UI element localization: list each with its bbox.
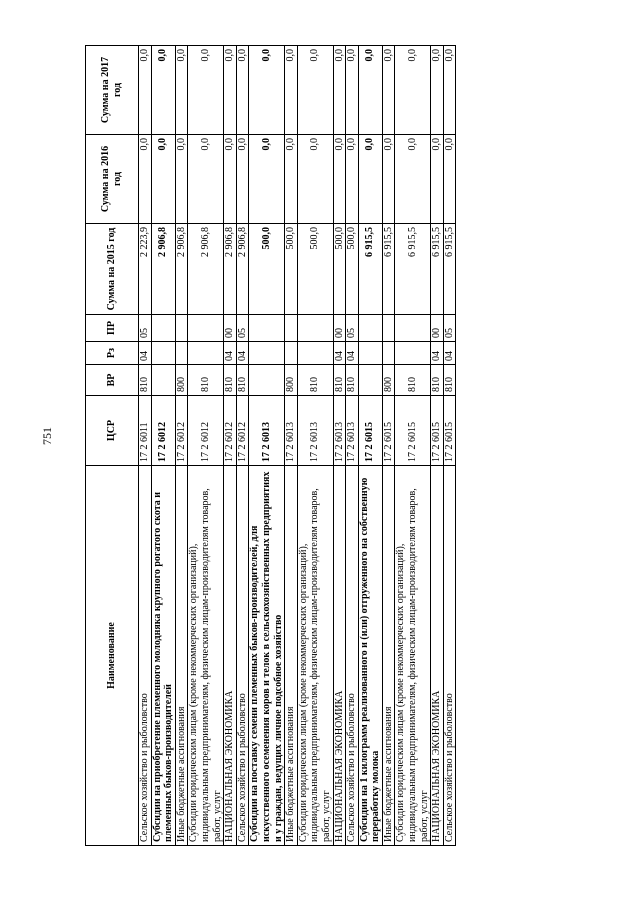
row-sum-2017: 0,0 <box>297 46 333 135</box>
budget-table <box>85 45 456 846</box>
table-row <box>346 46 359 846</box>
row-pr: 00 <box>431 315 444 342</box>
row-rz <box>285 342 298 365</box>
row-pr: 00 <box>224 315 237 342</box>
row-vr <box>151 365 175 396</box>
row-sum-2017: 0,0 <box>395 46 431 135</box>
row-rz: 04 <box>224 342 237 365</box>
row-sum-2015: 500,0 <box>346 224 359 315</box>
table-row <box>285 46 298 846</box>
row-csr: 17 2 6013 <box>333 396 346 466</box>
row-sum-2015: 500,0 <box>333 224 346 315</box>
page-number: 751 <box>40 427 54 445</box>
row-sum-2016: 0,0 <box>358 135 382 224</box>
header-sum-2017: Сумма на 2017 год <box>86 46 139 135</box>
table-row <box>358 46 382 846</box>
row-vr: 810 <box>188 365 224 396</box>
row-name: Субсидии юридическим лицам (кроме некоммерческих организаций), индивидуальным предпринимателям, физическим лицам-производителям товаров, работ, услуг <box>395 466 431 846</box>
row-pr <box>175 315 188 342</box>
row-vr: 810 <box>395 365 431 396</box>
row-name: Иные бюджетные ассигнования <box>285 466 298 846</box>
row-pr: 05 <box>346 315 359 342</box>
table-row <box>443 46 456 846</box>
row-sum-2017: 0,0 <box>346 46 359 135</box>
row-pr <box>151 315 175 342</box>
row-sum-2016: 0,0 <box>346 135 359 224</box>
row-name: НАЦИОНАЛЬНАЯ ЭКОНОМИКА <box>333 466 346 846</box>
row-name: Сельское хозяйство и рыболовство <box>236 466 249 846</box>
row-pr: 05 <box>443 315 456 342</box>
row-rz <box>188 342 224 365</box>
row-sum-2017: 0,0 <box>188 46 224 135</box>
table-row <box>249 46 285 846</box>
row-csr: 17 2 6011 <box>139 396 152 466</box>
row-csr: 17 2 6015 <box>395 396 431 466</box>
row-vr: 810 <box>333 365 346 396</box>
row-name: Субсидии на приобретение племенного молодняка крупного рогатого скота и племенных быков-производителей <box>151 466 175 846</box>
row-rz <box>382 342 395 365</box>
header-vr: ВР <box>86 365 139 396</box>
row-csr: 17 2 6012 <box>175 396 188 466</box>
row-csr: 17 2 6015 <box>358 396 382 466</box>
row-sum-2017: 0,0 <box>358 46 382 135</box>
table-row <box>297 46 333 846</box>
row-csr: 17 2 6015 <box>382 396 395 466</box>
row-sum-2015: 6 915,5 <box>395 224 431 315</box>
table-row <box>224 46 237 846</box>
row-rz <box>151 342 175 365</box>
row-name: Субсидии юридическим лицам (кроме некоммерческих организаций), индивидуальным предпринимателям, физическим лицам-производителям товаров, работ, услуг <box>297 466 333 846</box>
row-vr: 800 <box>285 365 298 396</box>
row-rz <box>395 342 431 365</box>
row-sum-2015: 500,0 <box>297 224 333 315</box>
row-name: Иные бюджетные ассигнования <box>382 466 395 846</box>
row-name: НАЦИОНАЛЬНАЯ ЭКОНОМИКА <box>431 466 444 846</box>
row-sum-2017: 0,0 <box>431 46 444 135</box>
row-rz <box>175 342 188 365</box>
table-row <box>236 46 249 846</box>
row-vr: 810 <box>236 365 249 396</box>
row-vr <box>249 365 285 396</box>
header-pr: ПР <box>86 315 139 342</box>
row-sum-2016: 0,0 <box>188 135 224 224</box>
row-sum-2016: 0,0 <box>395 135 431 224</box>
row-csr: 17 2 6015 <box>443 396 456 466</box>
row-pr: 05 <box>139 315 152 342</box>
row-sum-2017: 0,0 <box>382 46 395 135</box>
row-csr: 17 2 6013 <box>346 396 359 466</box>
table-row <box>139 46 152 846</box>
row-sum-2015: 2 906,8 <box>224 224 237 315</box>
row-pr <box>395 315 431 342</box>
header-csr: ЦСР <box>86 396 139 466</box>
row-rz: 04 <box>139 342 152 365</box>
row-rz <box>358 342 382 365</box>
row-sum-2016: 0,0 <box>297 135 333 224</box>
table-row <box>333 46 346 846</box>
row-pr <box>297 315 333 342</box>
table-row <box>431 46 444 846</box>
row-pr <box>188 315 224 342</box>
row-name: Субсидии юридическим лицам (кроме некоммерческих организаций), индивидуальным предпринимателям, физическим лицам-производителям товаров, работ, услуг <box>188 466 224 846</box>
header-sum-2015: Сумма на 2015 год <box>86 224 139 315</box>
row-name: Субсидии на поставку семени племенных быков-производителей, для искусственного осеменения коров и телок в сельскохозяйственных предприятиях и у граждан, ведущих личное подсобное хозяйство <box>249 466 285 846</box>
row-csr: 17 2 6013 <box>297 396 333 466</box>
row-sum-2017: 0,0 <box>249 46 285 135</box>
row-rz: 04 <box>236 342 249 365</box>
row-sum-2015: 6 915,5 <box>431 224 444 315</box>
header-name: Наименование <box>86 466 139 846</box>
row-name: Иные бюджетные ассигнования <box>175 466 188 846</box>
row-sum-2017: 0,0 <box>175 46 188 135</box>
row-sum-2017: 0,0 <box>224 46 237 135</box>
row-sum-2015: 500,0 <box>249 224 285 315</box>
row-rz: 04 <box>443 342 456 365</box>
header-rz: Рз <box>86 342 139 365</box>
row-csr: 17 2 6012 <box>151 396 175 466</box>
row-sum-2017: 0,0 <box>443 46 456 135</box>
row-vr: 810 <box>139 365 152 396</box>
row-csr: 17 2 6013 <box>285 396 298 466</box>
row-sum-2017: 0,0 <box>139 46 152 135</box>
row-sum-2016: 0,0 <box>382 135 395 224</box>
row-sum-2016: 0,0 <box>175 135 188 224</box>
row-csr: 17 2 6015 <box>431 396 444 466</box>
row-vr: 800 <box>175 365 188 396</box>
row-sum-2015: 2 906,8 <box>188 224 224 315</box>
row-csr: 17 2 6013 <box>249 396 285 466</box>
table-body <box>139 46 456 846</box>
row-sum-2016: 0,0 <box>224 135 237 224</box>
row-sum-2016: 0,0 <box>139 135 152 224</box>
row-pr <box>358 315 382 342</box>
row-vr: 810 <box>346 365 359 396</box>
rotated-table-container <box>85 46 523 846</box>
row-sum-2016: 0,0 <box>151 135 175 224</box>
header-sum-2016: Сумма на 2016 год <box>86 135 139 224</box>
row-sum-2015: 6 915,5 <box>358 224 382 315</box>
row-vr <box>358 365 382 396</box>
row-pr <box>285 315 298 342</box>
row-csr: 17 2 6012 <box>224 396 237 466</box>
row-pr <box>249 315 285 342</box>
row-vr: 800 <box>382 365 395 396</box>
row-rz <box>249 342 285 365</box>
row-sum-2016: 0,0 <box>333 135 346 224</box>
row-sum-2016: 0,0 <box>236 135 249 224</box>
row-sum-2017: 0,0 <box>151 46 175 135</box>
row-sum-2015: 2 906,8 <box>236 224 249 315</box>
header-row <box>86 46 139 846</box>
table-row <box>175 46 188 846</box>
row-name: Субсидии на 1 килограмм реализованного и (или) отгруженного на собственную переработку молока <box>358 466 382 846</box>
row-vr: 810 <box>297 365 333 396</box>
row-name: Сельское хозяйство и рыболовство <box>346 466 359 846</box>
table-row <box>395 46 431 846</box>
row-sum-2016: 0,0 <box>285 135 298 224</box>
row-rz: 04 <box>346 342 359 365</box>
row-sum-2016: 0,0 <box>443 135 456 224</box>
row-sum-2015: 2 906,8 <box>175 224 188 315</box>
row-sum-2015: 2 223,9 <box>139 224 152 315</box>
row-sum-2015: 6 915,5 <box>382 224 395 315</box>
row-sum-2016: 0,0 <box>431 135 444 224</box>
row-name: Сельское хозяйство и рыболовство <box>139 466 152 846</box>
table-row <box>151 46 175 846</box>
row-vr: 810 <box>443 365 456 396</box>
row-rz: 04 <box>431 342 444 365</box>
row-sum-2015: 6 915,5 <box>443 224 456 315</box>
row-pr: 05 <box>236 315 249 342</box>
row-rz: 04 <box>333 342 346 365</box>
table-row <box>382 46 395 846</box>
row-csr: 17 2 6012 <box>188 396 224 466</box>
row-pr <box>382 315 395 342</box>
row-sum-2017: 0,0 <box>285 46 298 135</box>
row-sum-2015: 2 906,8 <box>151 224 175 315</box>
row-sum-2016: 0,0 <box>249 135 285 224</box>
row-vr: 810 <box>431 365 444 396</box>
row-sum-2015: 500,0 <box>285 224 298 315</box>
row-rz <box>297 342 333 365</box>
row-name: Сельское хозяйство и рыболовство <box>443 466 456 846</box>
row-sum-2017: 0,0 <box>236 46 249 135</box>
row-name: НАЦИОНАЛЬНАЯ ЭКОНОМИКА <box>224 466 237 846</box>
table-row <box>188 46 224 846</box>
row-pr: 00 <box>333 315 346 342</box>
row-csr: 17 2 6012 <box>236 396 249 466</box>
row-vr: 810 <box>224 365 237 396</box>
row-sum-2017: 0,0 <box>333 46 346 135</box>
